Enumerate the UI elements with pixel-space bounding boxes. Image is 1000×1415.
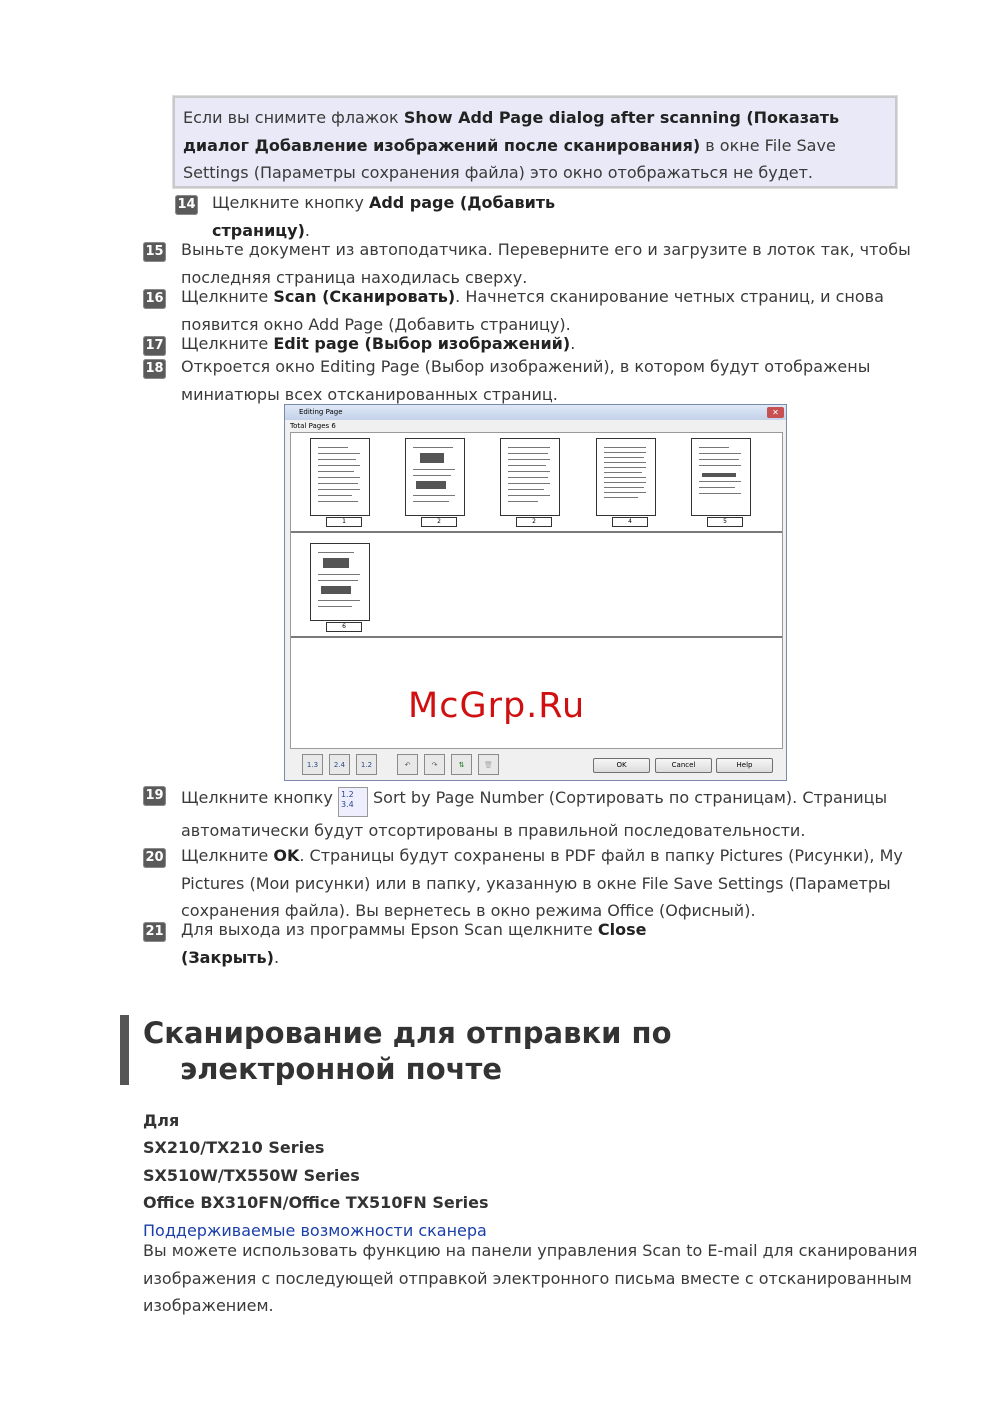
body-paragraph: Вы можете использовать функцию на панели управления Scan to E-mail для сканирования изображения с последующей отправкой электронного письма вместе с отсканированным изображением. xyxy=(143,1241,918,1315)
view-grid-icon[interactable]: 1.2 xyxy=(356,754,377,775)
note-text-1: Если вы снимите флажок xyxy=(183,108,404,127)
sort-by-page-icon[interactable]: ⇅ xyxy=(451,754,472,775)
page-thumbnail-5[interactable] xyxy=(691,438,751,516)
step-21-t2: . xyxy=(273,947,280,967)
view-single-icon[interactable]: 1.3 xyxy=(302,754,323,775)
step-17-b1: Edit page (Выбор изображений) xyxy=(273,334,571,353)
note-text-2: в окне File Save Settings (Параметры сохранения файла) это окно отображаться не будет. xyxy=(183,135,836,182)
row-divider xyxy=(291,636,782,638)
step-20-b1: OK xyxy=(273,846,300,865)
page-number-box: 2 xyxy=(421,517,457,527)
section-heading-line1: Сканирование для отправки по xyxy=(143,1016,672,1050)
page-number-box: 6 xyxy=(326,622,362,632)
step-14-t2: . xyxy=(304,220,310,240)
step-21-b1: Close xyxy=(597,920,647,939)
step-20-t1: Щелкните xyxy=(181,846,274,865)
page-thumbnail-6[interactable] xyxy=(310,543,370,621)
step-16-t2: . Начнется сканирование четных страниц, и снова появится окно Add Page (Добавить страницу). xyxy=(181,287,884,334)
supported-features-link[interactable]: Поддерживаемые возможности сканера xyxy=(143,1221,487,1240)
step-19-text xyxy=(181,784,941,845)
step-16-b1: Scan (Сканировать) xyxy=(273,287,456,306)
cancel-button[interactable]: Cancel xyxy=(655,758,712,773)
section-heading-line2: электронной почте xyxy=(180,1052,503,1086)
step-number-20: 20 xyxy=(143,848,166,868)
sort-by-page-icon: 1.2 3.4 xyxy=(338,787,368,817)
step-number-17: 17 xyxy=(143,336,166,356)
page-number-box: 5 xyxy=(707,517,743,527)
model-1: SX210/TX210 Series xyxy=(143,1138,325,1157)
step-20-t2: . Страницы будут сохранены в PDF файл в папку Pictures (Рисунки), My Pictures (Мои рисунки) или в папку, указанную в окне File Save Settings (Параметры сохранения файла). Вы вернетесь в окно режима Office (Офисный). xyxy=(181,846,903,920)
models-for: Для xyxy=(143,1111,180,1130)
page-thumbnail-1[interactable] xyxy=(310,438,370,516)
model-2: SX510W/TX550W Series xyxy=(143,1166,360,1185)
row-divider xyxy=(291,531,782,533)
page-thumbnail-3[interactable] xyxy=(500,438,560,516)
step-17-t1: Щелкните xyxy=(181,334,274,353)
watermark: McGrp.Ru xyxy=(408,686,586,726)
step-21-t1: Для выхода из программы Epson Scan щелкните xyxy=(181,920,598,939)
page-number-box: 2 xyxy=(516,517,552,527)
rotate-left-icon[interactable]: ↶ xyxy=(397,754,418,775)
page-number-box: 1 xyxy=(326,517,362,527)
step-number-16: 16 xyxy=(143,289,166,309)
dialog-titlebar xyxy=(285,405,786,420)
step-number-21: 21 xyxy=(143,922,166,942)
note-box xyxy=(173,96,897,188)
help-button[interactable]: Help xyxy=(716,758,773,773)
heading-bar xyxy=(120,1015,129,1085)
step-14-b1: Add page (Добавить xyxy=(368,193,556,212)
model-3: Office BX310FN/Office TX510FN Series xyxy=(143,1193,489,1212)
step-15-text: Выньте документ из автоподатчика. Переверните его и загрузите в лоток так, чтобы последняя страница находилась сверху. xyxy=(181,240,911,287)
step-20-text xyxy=(181,842,941,925)
step-19-t1: Щелкните кнопку xyxy=(181,788,338,807)
view-double-icon[interactable]: 2.4 xyxy=(329,754,350,775)
step-number-15: 15 xyxy=(143,242,166,262)
step-number-14: 14 xyxy=(175,195,198,215)
step-21-b2: (Закрыть) xyxy=(181,947,274,967)
step-number-19: 19 xyxy=(143,786,166,806)
step-14-b2: страницу) xyxy=(212,220,305,240)
dialog-title: Editing Page xyxy=(299,408,343,416)
step-14-t1: Щелкните кнопку xyxy=(212,193,369,212)
step-17-t2: . xyxy=(570,334,576,353)
page-thumbnail-2[interactable] xyxy=(405,438,465,516)
note-bold: Show Add Page dialog after scanning (Показать диалог Добавление изображений после сканирования) xyxy=(183,108,840,155)
page-thumbnail-4[interactable] xyxy=(596,438,656,516)
close-icon[interactable]: ✕ xyxy=(767,407,784,418)
rotate-right-icon[interactable]: ↷ xyxy=(424,754,445,775)
page-number-box: 4 xyxy=(612,517,648,527)
step-21-text xyxy=(181,916,941,971)
total-pages-label: Total Pages 6 xyxy=(290,422,336,430)
step-19-t2: Sort by Page Number (Сортировать по страницам). Страницы автоматически будут отсортированы в правильной последовательности. xyxy=(181,788,888,840)
delete-icon[interactable]: 🗑 xyxy=(478,754,499,775)
ok-button[interactable]: OK xyxy=(593,758,650,773)
step-number-18: 18 xyxy=(143,359,166,379)
step-18-text: Откроется окно Editing Page (Выбор изображений), в котором будут отображены миниатюры всех отсканированных страниц. xyxy=(181,357,871,404)
step-16-t1: Щелкните xyxy=(181,287,274,306)
